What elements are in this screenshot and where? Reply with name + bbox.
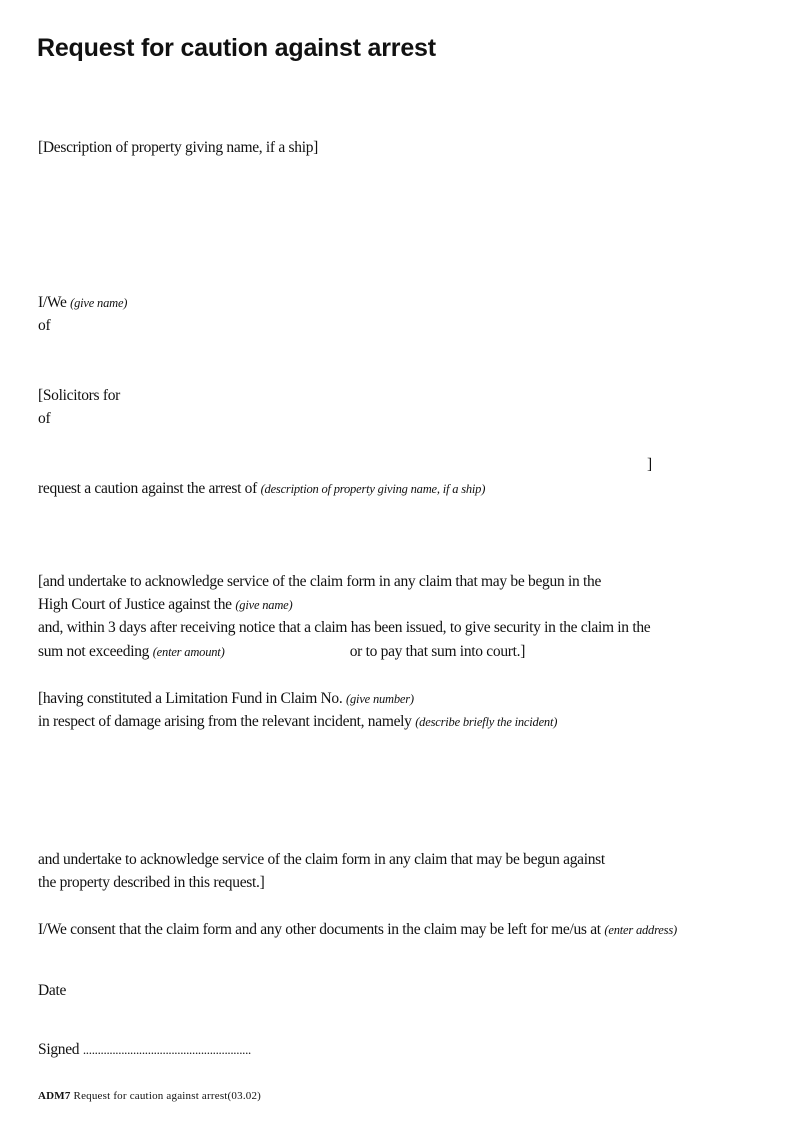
signed-label: Signed (38, 1041, 80, 1058)
form-code: ADM7 (38, 1090, 71, 1102)
of-label-2: of (38, 410, 51, 427)
property-description-hint: (description of property giving name, if a ship) (260, 482, 486, 496)
request-caution-line (38, 480, 485, 498)
request-caution-text: request a caution against the arrest of (38, 480, 257, 497)
give-number-hint: (give number) (346, 692, 414, 706)
consent-text: I/We consent that the claim form and any other documents in the claim may be left for me/us at (38, 921, 601, 938)
high-court-line (38, 596, 292, 614)
date-label: Date (38, 982, 67, 999)
signature-dots: ......................................................... (82, 1042, 251, 1057)
i-we-line (38, 294, 127, 312)
solicitors-for-label: [Solicitors for (38, 387, 121, 404)
i-we-label: I/We (38, 294, 67, 311)
undertake-line-1: [and undertake to acknowledge service of the claim form in any claim that may be begun in the (38, 573, 602, 590)
page-title: Request for caution against arrest (37, 34, 436, 62)
enter-address-hint: (enter address) (604, 923, 677, 937)
form-footer-text: Request for caution against arrest(03.02) (73, 1090, 262, 1102)
sum-text: sum not exceeding (38, 643, 150, 660)
enter-amount-hint: (enter amount) (152, 645, 225, 659)
limitation-fund-text: [having constituted a Limitation Fund in Claim No. (38, 690, 343, 707)
limitation-fund-line (38, 690, 414, 708)
of-label-1: of (38, 317, 51, 334)
undertake-line-2: and undertake to acknowledge service of the claim form in any claim that may be begun against (38, 851, 605, 868)
in-respect-text: in respect of damage arising from the relevant incident, namely (38, 713, 412, 730)
high-court-text: High Court of Justice against the (38, 596, 232, 613)
property-description-label: [Description of property giving name, if a ship] (38, 139, 319, 156)
property-described-line: the property described in this request.] (38, 874, 265, 891)
in-respect-line (38, 713, 557, 731)
give-name-hint: (give name) (70, 296, 128, 310)
form-footer (38, 1090, 261, 1102)
high-court-hint: (give name) (235, 598, 293, 612)
pay-into-court-text: or to pay that sum into court.] (349, 643, 526, 660)
describe-incident-hint: (describe briefly the incident) (415, 715, 558, 729)
sum-line (38, 643, 525, 661)
consent-line (38, 921, 677, 939)
within-3-days-line: and, within 3 days after receiving notice that a claim has been issued, to give security in the claim in the (38, 619, 651, 636)
signed-line (38, 1041, 251, 1059)
closing-bracket: ] (647, 456, 653, 473)
